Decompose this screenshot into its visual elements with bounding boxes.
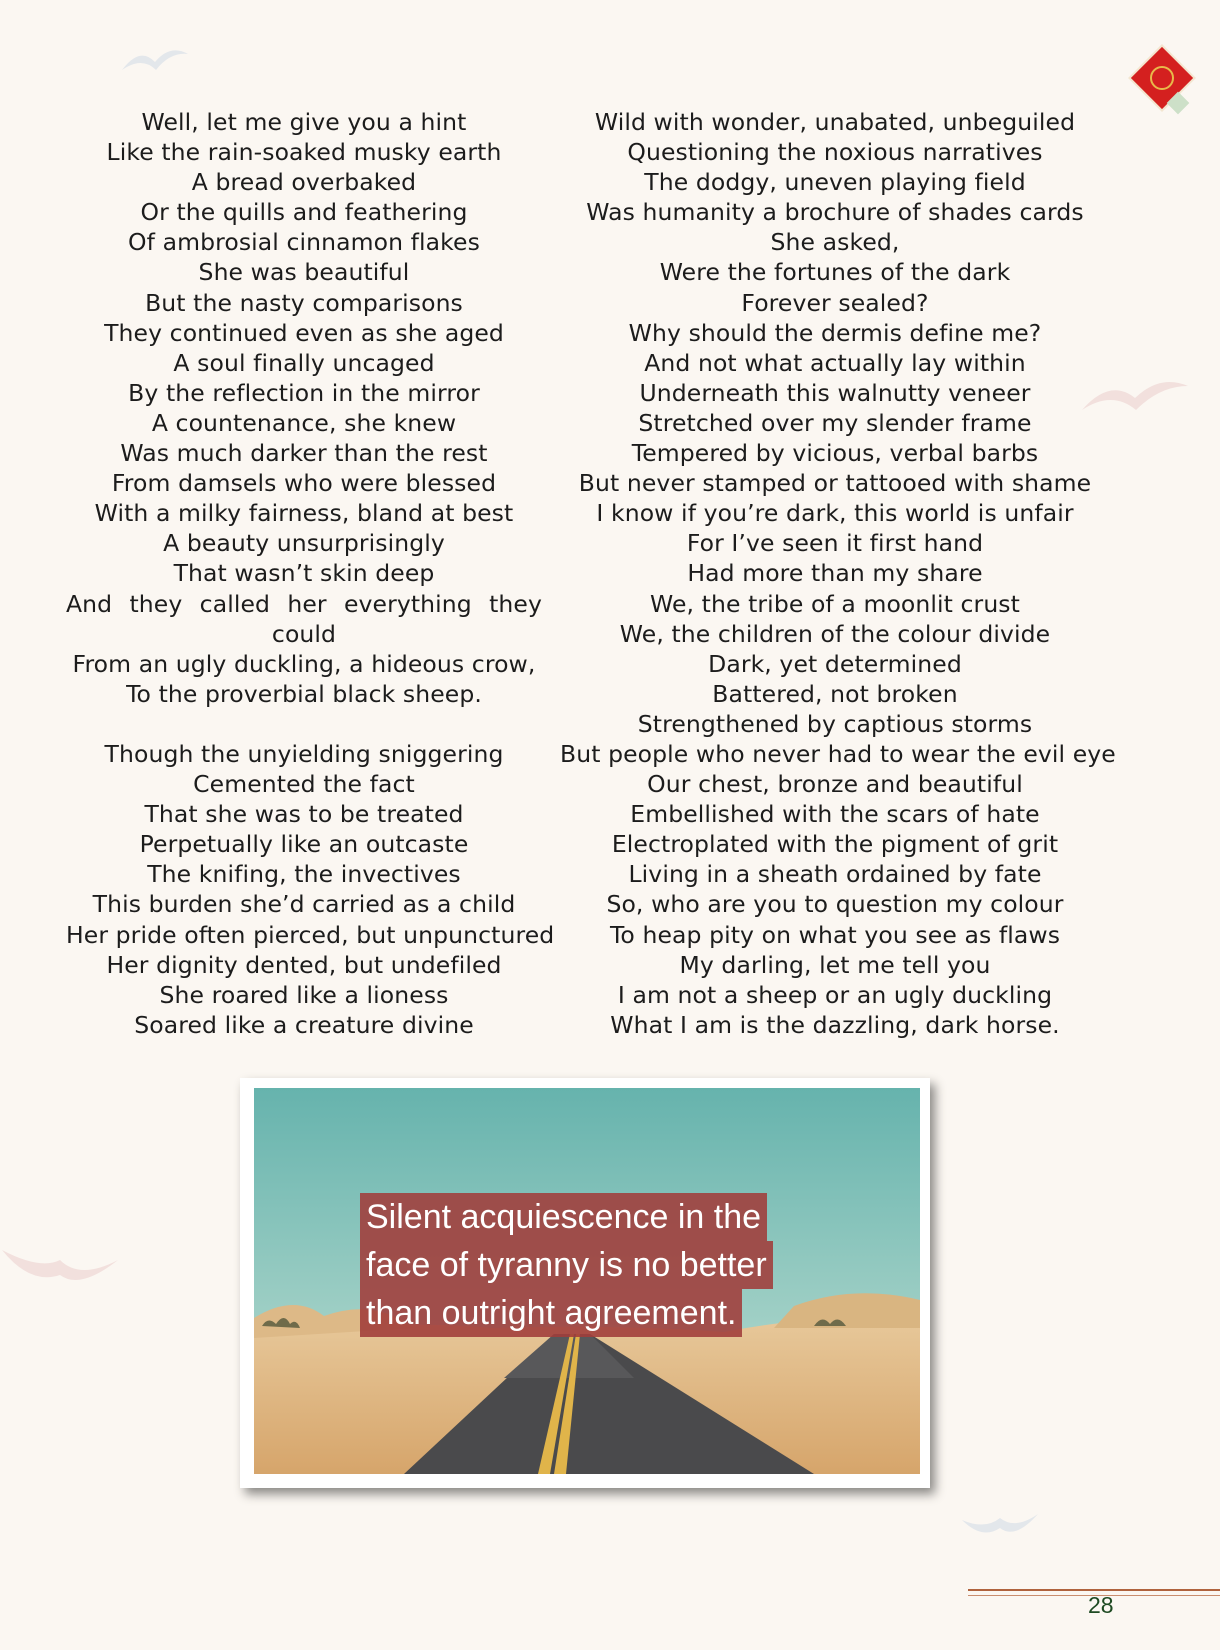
poem-line: But people who never had to wear the evil eye <box>560 739 1116 768</box>
poem-line: Questioning the noxious narratives <box>627 138 1043 167</box>
poem-line: Dark, yet determined <box>708 649 962 678</box>
quote-line: Silent acquiescence in the <box>360 1193 767 1241</box>
poem-line: Why should the dermis define me? <box>628 318 1042 347</box>
quote-line: than outright agreement. <box>360 1289 742 1337</box>
poem-line: By the reflection in the mirror <box>128 378 480 407</box>
poem-line: They continued even as she aged <box>104 318 504 347</box>
poem-line: We, the children of the colour divide <box>619 619 1051 648</box>
poem-line: From an ugly duckling, a hideous crow, <box>72 649 536 678</box>
bird-silhouette-icon <box>120 40 190 80</box>
poem-line: To heap pity on what you see as flaws <box>609 920 1061 949</box>
poem-line: Soared like a creature divine <box>134 1010 474 1039</box>
poem-line: A countenance, she knew <box>151 408 457 437</box>
poem-line: Forever sealed? <box>741 288 929 317</box>
poem-line: Strengthened by captious storms <box>637 709 1033 738</box>
poem-line: Or the quills and feathering <box>140 198 468 227</box>
poem-line: Her dignity dented, but undefiled <box>106 950 502 979</box>
poem-line: Was much darker than the rest <box>120 439 488 468</box>
poem-left-column <box>66 107 555 1040</box>
poem-line: A soul finally uncaged <box>173 348 435 377</box>
poem-line: Tempered by vicious, verbal barbs <box>631 439 1039 468</box>
page-number: 28 <box>1088 1592 1114 1618</box>
poem-line: But the nasty comparisons <box>145 288 463 317</box>
bird-silhouette-icon <box>0 1230 120 1290</box>
poem-line: Like the rain-soaked musky earth <box>106 138 502 167</box>
poem-line: Were the fortunes of the dark <box>659 258 1011 287</box>
poem-line: could <box>271 619 337 648</box>
poem-line: Well, let me give you a hint <box>141 108 467 136</box>
poem-line: Though the unyielding sniggering <box>104 739 504 768</box>
poem-line: Embellished with the scars of hate <box>630 800 1040 829</box>
poem-line: For I’ve seen it first hand <box>686 529 984 558</box>
poem-line: Our chest, bronze and beautiful <box>647 770 1023 799</box>
quote-line: face of tyranny is no better <box>360 1241 773 1289</box>
poem-line: She was beautiful <box>198 258 410 287</box>
poem-line: My darling, let me tell you <box>679 950 991 979</box>
poem-line: Was humanity a brochure of shades cards <box>586 198 1084 227</box>
poem-line: Living in a sheath ordained by fate <box>628 860 1042 889</box>
poem-line: Electroplated with the pigment of grit <box>611 830 1059 859</box>
laurel-wreath-icon <box>1150 66 1174 90</box>
poem-line: From damsels who were blessed <box>111 469 497 498</box>
poem-line: Her pride often pierced, but unpunctured <box>66 920 555 949</box>
poem-line: The knifing, the invectives <box>147 860 461 889</box>
poem-line: Battered, not broken <box>712 679 958 708</box>
poem-line: We, the tribe of a moonlit crust <box>650 589 1020 618</box>
poem-line: The dodgy, uneven playing field <box>644 168 1026 197</box>
poem-line: Had more than my share <box>687 559 983 588</box>
poem-line: Underneath this walnutty veneer <box>639 378 1031 407</box>
poem-line: And they called her everything they <box>66 589 542 618</box>
poem-line: With a milky fairness, bland at best <box>94 499 514 528</box>
quote-text <box>360 1193 773 1337</box>
poem-line: A bread overbaked <box>191 168 417 197</box>
poem-line: Of ambrosial cinnamon flakes <box>128 228 480 257</box>
poem-line: To the proverbial black sheep. <box>126 679 482 708</box>
poem-line: Perpetually like an outcaste <box>139 830 469 859</box>
poem-line: This burden she’d carried as a child <box>92 890 516 919</box>
poem-line: She asked, <box>770 228 900 257</box>
poem-line: That wasn’t skin deep <box>173 559 435 588</box>
poem-line: She roared like a lioness <box>159 980 449 1009</box>
poem-line: A beauty unsurprisingly <box>163 529 445 558</box>
bird-silhouette-icon <box>960 1500 1040 1540</box>
poem-line: Cemented the fact <box>193 770 415 799</box>
stanza-break <box>66 709 542 739</box>
poem-line: That she was to be treated <box>144 800 464 829</box>
poem-line: But never stamped or tattooed with shame <box>578 469 1092 498</box>
poem-line: So, who are you to question my colour <box>606 890 1064 919</box>
poem-line: Wild with wonder, unabated, unbeguiled <box>594 108 1076 136</box>
poem-line: I am not a sheep or an ugly duckling <box>617 980 1053 1009</box>
poem-line: And not what actually lay within <box>644 348 1026 377</box>
poem-line: Stretched over my slender frame <box>638 408 1032 437</box>
poem-line: I know if you’re dark, this world is unfair <box>596 499 1074 528</box>
poem-right-column <box>560 107 1116 1040</box>
poem-line: What I am is the dazzling, dark horse. <box>610 1010 1060 1039</box>
